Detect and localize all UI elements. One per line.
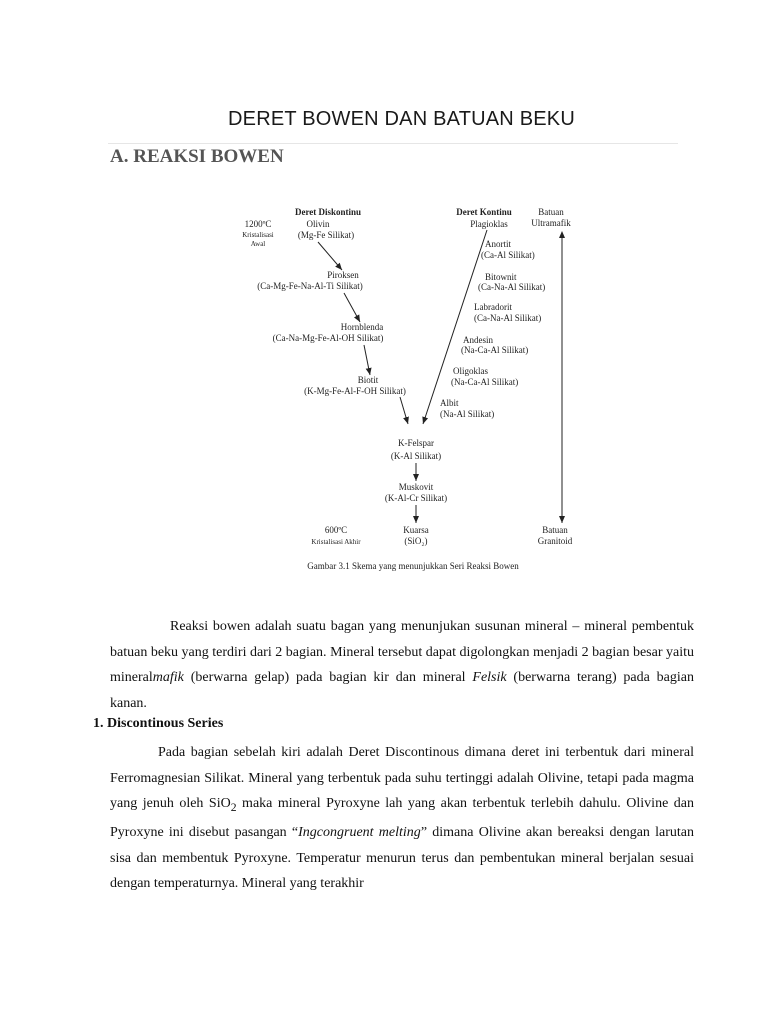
ultramafik-label: Ultramafik — [531, 218, 571, 228]
page-title: DERET BOWEN DAN BATUAN BEKU — [228, 108, 575, 130]
arrow-hornblenda-to-biotit — [364, 345, 370, 375]
paragraph-intro-text-c: (berwarna terang) pada bagian kanan. — [110, 670, 694, 711]
granitoid-label: Granitoid — [537, 536, 573, 546]
mineral-oligoklas-formula: (Na-Ca-Al Silikat) — [451, 377, 519, 387]
temperature-high: 1200ºC — [244, 219, 272, 229]
paragraph-intro-text-a: Reaksi bowen adalah suatu bagan yang menunjukan susunan mineral – mineral pembentuk batuan beku yang terdiri dari 2 bagian. Mineral tersebut dapat digolongkan menjadi 2 bagian besar yaitu mineral — [110, 619, 694, 685]
mineral-olivin: Olivin — [306, 219, 330, 229]
batuan-top-label: Batuan — [538, 207, 564, 217]
crystallization-early-label: Kristalisasi — [242, 231, 274, 239]
mineral-piroksen: Piroksen — [327, 270, 359, 280]
mineral-andesin: Andesin — [463, 335, 493, 345]
mineral-olivin-formula: (Mg-Fe Silikat) — [297, 230, 355, 240]
mineral-muskovit-formula: (K-Al-Cr Silikat) — [384, 493, 448, 503]
mineral-muskovit: Muskovit — [398, 482, 434, 492]
discontinous-series-heading: 1. Discontinous Series — [93, 716, 224, 731]
discontinuous-series-header: Deret Diskontinu — [294, 207, 362, 217]
paragraph-discontinous-subscript: 2 — [230, 800, 237, 814]
mineral-k-felspar: K-Felspar — [398, 438, 434, 448]
paragraph-intro — [110, 614, 694, 716]
mineral-piroksen-formula: (Ca-Mg-Fe-Na-Al-Ti Silikat) — [257, 281, 363, 291]
mineral-kuarsa-formula: (SiO₂) — [404, 536, 428, 546]
crystallization-early-label-2: Awal — [250, 240, 266, 248]
mineral-hornblenda: Hornblenda — [340, 322, 384, 332]
paragraph-intro-felsik: Felsik — [472, 670, 507, 685]
paragraph-intro-text-b: (berwarna gelap) pada bagian kir dan mineral — [183, 670, 473, 685]
arrow-plagioklas-to-kfelspar — [423, 230, 487, 424]
paragraph-discontinous — [110, 740, 694, 897]
arrow-olivin-to-piroksen — [318, 242, 342, 270]
mineral-hornblenda-formula: (Ca-Na-Mg-Fe-Al-OH Silikat) — [272, 333, 384, 343]
paragraph-discontinous-italic: Ingcongruent melting — [298, 825, 421, 841]
mineral-oligoklas: Oligoklas — [453, 366, 488, 376]
arrow-biotit-to-kfelspar — [400, 397, 408, 424]
paragraph-intro-mafik: mafik — [152, 670, 184, 685]
crystallization-late-label: Kristalisasi Akhir — [311, 538, 361, 546]
mineral-labradorit: Labradorit — [474, 302, 512, 312]
paragraph-discontinous-text-b: maka mineral Pyroxyne lah yang akan terbentuk terlebih dahulu. Olivine dan Pyroxyne ini disebut pasangan “ — [110, 796, 694, 841]
mineral-albit-formula: (Na-Al Silikat) — [440, 409, 495, 419]
batuan-bottom-label: Batuan — [542, 525, 568, 535]
section-heading: A. REAKSI BOWEN — [110, 146, 284, 167]
continuous-series-header: Deret Kontinu — [456, 207, 512, 217]
mineral-anortit-formula: (Ca-Al Silikat) — [481, 250, 535, 260]
mineral-labradorit-formula: (Ca-Na-Al Silikat) — [474, 313, 542, 323]
mineral-biotit: Biotit — [357, 375, 379, 385]
mineral-anortit: Anortit — [485, 239, 511, 249]
paragraph-discontinous-text-a: Pada bagian sebelah kiri adalah Deret Discontinous dimana deret ini terbentuk dari mineral Ferromagnesian Silikat. Mineral yang terbentuk pada suhu tertinggi adalah Olivine, tetapi pada magma yang jenuh oleh SiO — [110, 745, 694, 811]
figure-caption: Gambar 3.1 Skema yang menunjukkan Seri Reaksi Bowen — [307, 561, 519, 571]
mineral-biotit-formula: (K-Mg-Fe-Al-F-OH Silikat) — [304, 386, 406, 396]
arrow-piroksen-to-hornblenda — [344, 293, 360, 322]
mineral-bitownit-formula: (Ca-Na-Al Silikat) — [478, 282, 546, 292]
mineral-bitownit: Bitownit — [485, 272, 517, 282]
mineral-kuarsa: Kuarsa — [403, 525, 429, 535]
mineral-k-felspar-formula: (K-Al Silikat) — [390, 451, 442, 461]
temperature-low: 600ºC — [324, 525, 348, 535]
mineral-andesin-formula: (Na-Ca-Al Silikat) — [461, 345, 529, 355]
paragraph-discontinous-text-c: ” dimana Olivine akan bereaksi dengan larutan sisa dan membentuk Pyroxyne. Temperatur menurun terus dan pembentukan mineral berjalan sesuai dengan temperaturnya. Mineral yang terakhir — [110, 825, 695, 892]
mineral-plagioklas: Plagioklas — [470, 219, 508, 229]
mineral-albit: Albit — [440, 398, 459, 408]
